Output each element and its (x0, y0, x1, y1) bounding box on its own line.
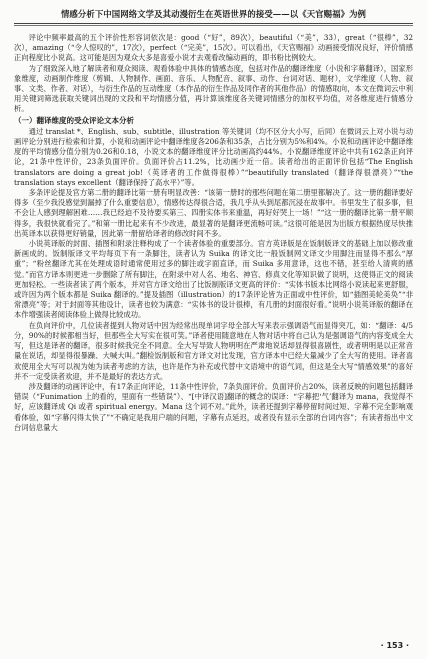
paragraph: 通过 translat *、English、sub、subtitle、illustration 等关键词（均不区分大小写，后同）在微词云上对小说与动画评论分别进行检索和计算，小说和动画评论中翻译维度各206条和35条，占比分别为5%和4%。小说和动画评论中翻译维度的平均情感分值分别为0.26和0.18，小说文本的翻译维度评分比动画高约44%。小说翻译维度评论中共有162条正向评论，21条中性评价，23条负面评价。负面评价占11.2%，比动画少近一倍。读者给出的正面评价包括“The English translators are doing a great job!（英译者的工作做得很棒）”“beautifully translated（翻译得很漂亮）”“the translation stays excellent（翻译保持了高水平）”等。 (14, 126, 413, 187)
section-heading: （一）翻译维度的受众评论文本分析 (14, 115, 134, 125)
header-rule-thin (14, 25, 413, 26)
paragraph: 评论中频率最高的五个评价性形容词依次是：good（“好”，89次），beautiful（“美”，33），great（“很棒”，32次），amazing（“令人惊叹的”，17次），perfect（“完美”，15次）。可以看出，《天官赐福》动画接受情况良好，评价情感正向程度比小说高。这可能是因为观众大多是喜爱小说才去观看改编动画的，即书粉比例较大。 (14, 33, 413, 63)
page-number: · 153 · (380, 641, 409, 650)
paragraph: 小说英译版的封面、插图和附录注释构成了一个读者体验的重要部分。官方英译版是在饭制版译文的基础上加以修改重新画成的。饭制版译文平均每页下有一条脚注，读者认为 Suika 的译文比一般饭制网文译文少用脚注而显得不那么“厚重”；“粉丝翻译尤其在处理成语时通常使用过多的脚注或字面直译，而 Suika 多用意译，这也不错，甚至给人清爽的感觉。”而官方译本则更进一步删除了所有脚注，在附录中对人名、地名、神官、修真文化等知识做了说明，这使得正文的阅读更加轻松。一些读者读了两个版本，并对官方译文给出了比饭制版译文更高的评价：“实体书版本比网络小说读起来更舒服，或许因为两个版本都是 Suika 翻译的。”提及插图（illustration）的17条评论皆为正面或中性评价，如“插图美轮美奂”“非常漂亮”等；对于封面等其他设计，读者也较为满意：“实体书的设计很棒，有几册的封面很好看。”说明小说英译版的翻译在本作增强读者阅读体验上做得比较成功。 (14, 239, 413, 320)
paragraph: 涉及翻译的动画评论中，有17条正向评论，11条中性评价，7条负面评价。负面评价占20%，读者反映的问题包括翻译错误（“Funimation 上的看的，里面有一些错误”）、“[中译汉语]翻译的概念的误译：“字幕把‘气’翻译为 mana，我觉得不好，应该翻译成 Qi 或者 spiritual energy。Mana 这个词不对。”此外，读者还提到字幕停留时间过短、字幕不完全影响观看体验，如“字幕闪得太快了”“不确定是我用户端的问题，字幕有点延迟，或者没有显示全部的台词内容”；有读者指出中文台词信息量大 (14, 381, 413, 432)
paragraph: 多条评论提及官方第二册的翻译比第一册有明显改善：“该第一册时的那些问题在第二册里都解决了。这一册的翻译要好得多（至少我没感觉到漏掉了什么重要信息），情感传达得很合适，我几乎从头到尾都沉浸在故事中。书里发生了很多事，但不会让人感到理解困难……我已经迫不及待要买第三、四册实体书来重温，再好好哭上一场！”“这一册的翻译比第一册平顺得多，我很快就看完了。”和第一册比起来有不少改进，最显著的是翻译更流畅可读。”这很可能是因为出版方根据热度尽快推出英译本以获得更好销量，因此第一册留给译者的修改时间不多。 (14, 188, 413, 238)
header-rule (14, 23, 413, 24)
paragraph: 为了细致深入地了解读者和观众阅读、观看体验中具体的情感态度，包括对作品的翻译维度（小说和字幕翻译），国家形象维度，动画制作维度（剪辑、人物制作、画面、音乐、人物配音、叙事、动作、台词对话、题材），文学维度（人物、叙事、文类、作者、对话），与衍生作品的互动维度（本作品的衍生作品及同作者的其他作品）的情感取向，本文在微词云中利用关键词筛选获取关键词出现的文段和平均情感分值，再计算该维度各关键词情感分的加权平均值，对各维度进行情感分析。 (14, 63, 413, 114)
article-body (14, 33, 413, 433)
paragraph: 在负向评价中，几位读者提到人物对话中因为经常出现单词字母全部大写来表示强调语气而显得突兀，如：“翻译：4/5 分，90%的时候都相当好，但那些全大写实在很可笑。”译者使用随意地在人物对话中将自己认为是强调语气的内容变成全大写，但这是译者的翻译，很多时候我完全不同意。全大写导致人物明明在严肃地说话却显得很喜剧性，或者明明是以正常音量在说话，却显得很暴躁、大喊大叫。”翻检饭制版和官方译文对比发现，官方译本中已经大量减少了全大写的使用。译者喜欢使用全大写可以视为她为读者考虑的方法，也许是作为补充或代替中文语境中的语气词，但这是全大写“情感效果”的喜好并不一定受读者欢迎，并不是最好的表达方式。 (14, 320, 413, 381)
running-header: 情感分析下中国网络文学及其动漫衍生在英语世界的接受——以《天官赐福》为例 (60, 9, 367, 19)
